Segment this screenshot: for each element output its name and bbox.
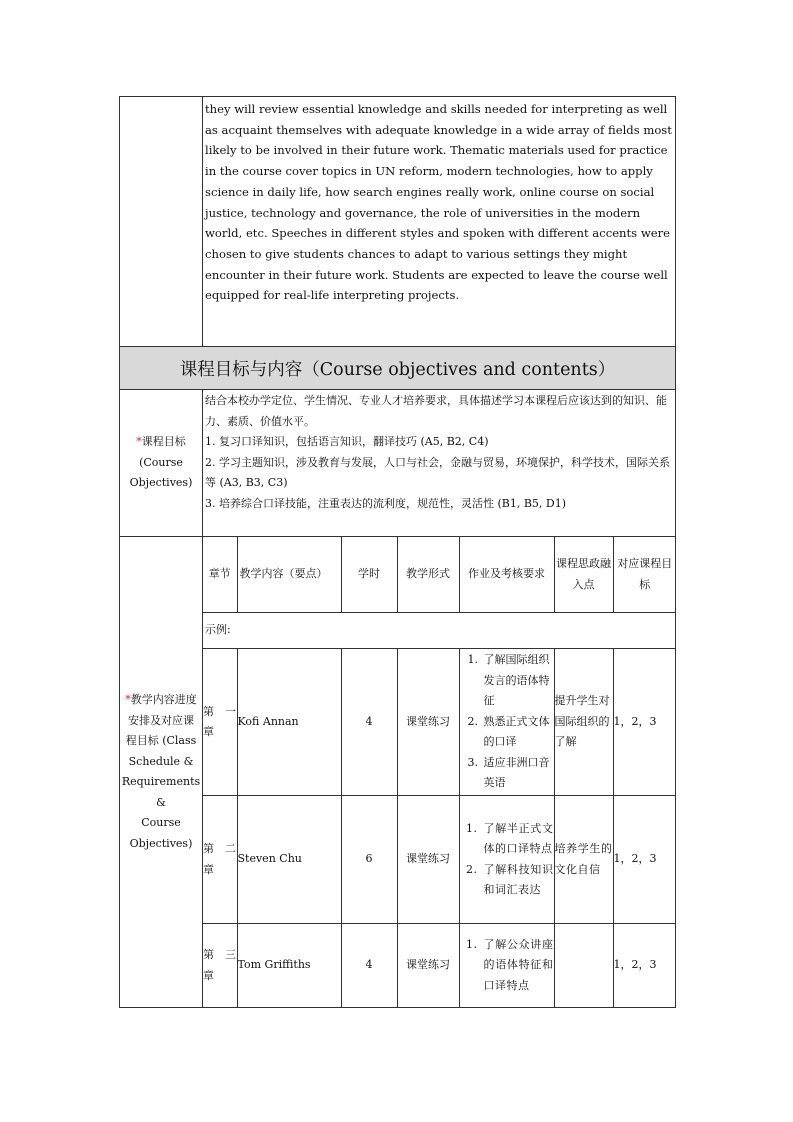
schedule-row: [120, 537, 676, 1008]
row-hours: 4: [341, 924, 397, 1008]
objectives-label-cn: 课程目标: [141, 435, 186, 449]
objectives-content: [203, 390, 676, 537]
header-form: 教学形式: [397, 537, 459, 613]
row-requirements: [459, 649, 554, 796]
row-requirements: [459, 924, 554, 1008]
table-row: [203, 796, 676, 924]
section-header-row: [120, 347, 676, 390]
objective-item: 2. 学习主题知识，涉及教育与发展，人口与社会，金融与贸易，环境保护，科学技术，国际关系等 (A3, B3, C3): [205, 455, 670, 489]
row-ideology: [554, 924, 613, 1008]
schedule-label: [120, 537, 203, 1008]
row-content: Steven Chu: [237, 796, 341, 924]
objective-item: 3. 培养综合口译技能，注重表达的流利度，规范性，灵活性 (B1, B5, D1): [205, 496, 567, 510]
row-hours: 4: [341, 649, 397, 796]
schedule-label-line: 教学内容进度: [130, 693, 197, 706]
row-hours: 6: [341, 796, 397, 924]
row-form: 课堂练习: [397, 649, 459, 796]
schedule-label-line: Objectives): [129, 836, 193, 850]
header-objectives: 对应课程目标: [613, 537, 676, 613]
header-hours: 学时: [341, 537, 397, 613]
objectives-label: [120, 390, 203, 537]
row-ideology: 提升学生对国际组织的了解: [554, 649, 613, 796]
table-row: [203, 649, 676, 796]
schedule-table: [203, 537, 676, 1007]
schedule-header-row: [203, 537, 676, 613]
row-chapter: 第 二 章: [203, 796, 237, 924]
example-label: 示例:: [203, 613, 676, 649]
objectives-intro: 结合本校办学定位、学生情况、专业人才培养要求，具体描述学习本课程后应该达到的知识、能力、素质、价值水平。: [205, 394, 667, 428]
objectives-label-en-1: (Course: [139, 455, 183, 469]
intro-row: [120, 97, 676, 347]
objective-item: 1. 复习口译知识，包括语言知识，翻译技巧 (A5, B2, C4): [205, 435, 489, 448]
row-form: 课堂练习: [397, 796, 459, 924]
schedule-label-line: Requirements &: [121, 775, 201, 809]
row-content: Tom Griffiths: [237, 924, 341, 1008]
requirement-item: 2. 熟悉正式文体的口译: [482, 712, 554, 753]
schedule-content: [203, 537, 676, 1008]
requirement-item: 1. 了解国际组织发言的语体特征: [482, 650, 554, 712]
requirement-item: 1. 了解公众讲座的语体特征和口译特点: [482, 935, 554, 997]
schedule-label-line: 安排及对应课: [128, 713, 194, 727]
row-chapter: 第 三 章: [203, 924, 237, 1008]
requirement-item: 3. 适应非洲口音英语: [482, 753, 554, 794]
row-objectives: 1，2，3: [613, 796, 676, 924]
objectives-label-en-2: Objectives): [129, 476, 193, 490]
row-form: 课堂练习: [397, 924, 459, 1008]
requirement-item: 2. 了解科技知识和词汇表达: [482, 860, 554, 901]
example-row: [203, 613, 676, 649]
requirement-item: 1. 了解半正式文体的口译特点: [482, 819, 554, 860]
table-row: [203, 924, 676, 1008]
course-syllabus-table: [119, 96, 676, 1008]
header-ideology: 课程思政融入点: [554, 537, 613, 613]
row-objectives: 1，2，3: [613, 649, 676, 796]
schedule-label-line: Course: [141, 816, 181, 829]
objectives-row: [120, 390, 676, 537]
required-mark: *: [136, 435, 142, 449]
header-chapter: 章节: [203, 537, 237, 613]
row-ideology: 培养学生的文化自信: [554, 796, 613, 924]
row-chapter: 第 一 章: [203, 649, 237, 796]
section-title: 课程目标与内容（Course objectives and contents）: [120, 347, 676, 390]
row-content: Kofi Annan: [237, 649, 341, 796]
header-content: 教学内容（要点）: [237, 537, 341, 613]
header-requirements: 作业及考核要求: [459, 537, 554, 613]
row-objectives: 1，2，3: [613, 924, 676, 1008]
required-mark: *: [125, 693, 131, 706]
intro-label-cell: [120, 97, 203, 347]
schedule-label-line: Schedule &: [128, 754, 194, 768]
course-description-text: they will review essential knowledge and skills needed for interpreting as well as acquaint themselves with adequate knowledge in a wide array of fields most likely to be involved in their future work. Thematic materials used for practice in the course cover topics in UN reform, modern technologies, how to apply science in daily life, how search engines really work, online course on social justice, technology and governance, the role of universities in the modern world, etc. Speeches in different styles and spoken with different accents were chosen to give students chances to adapt to various settings they might encounter in their future work. Students are expected to leave the course well equipped for real-life interpreting projects.: [205, 102, 672, 303]
schedule-label-line: 程目标 (Class: [125, 734, 197, 747]
row-requirements: [459, 796, 554, 924]
intro-text-cell: [203, 97, 676, 347]
